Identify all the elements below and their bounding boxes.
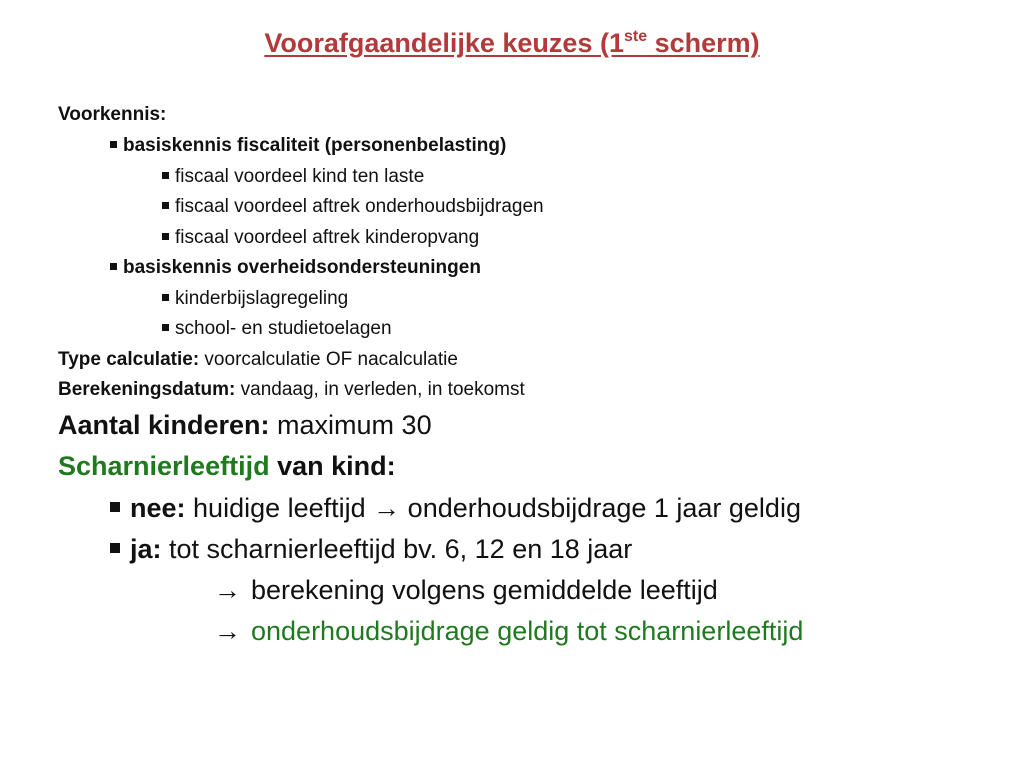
berekeningsdatum-line (58, 379, 525, 401)
title-main: Voorafgaandelijke keuzes (1 (264, 28, 624, 58)
aantal-kinderen-line (58, 410, 432, 441)
scharnier-nee-item (110, 493, 801, 524)
scharnier-label-rest: van kind: (269, 451, 396, 481)
scharnier-ja-item (110, 534, 632, 565)
fiscaliteit-subitem-label: fiscaal voordeel aftrek onderhoudsbijdragen (175, 196, 544, 217)
berekeningsdatum-label: Berekeningsdatum: (58, 379, 236, 400)
title-end: scherm) (647, 28, 760, 58)
fiscaliteit-subitem-label: fiscaal voordeel aftrek kinderopvang (175, 227, 480, 248)
title-superscript: ste (623, 28, 648, 45)
fiscaliteit-subitem-label: fiscaal voordeel kind ten laste (175, 166, 425, 187)
slide-title (0, 28, 1024, 59)
aantal-kinderen-label: Aantal kinderen: (58, 410, 270, 440)
square-bullet-icon (162, 233, 169, 240)
overheid-subitem (162, 318, 392, 340)
fiscaliteit-subitem (162, 166, 424, 188)
square-bullet-icon (162, 324, 169, 331)
berekeningsdatum-value: vandaag, in verleden, in toekomst (235, 379, 525, 400)
nee-label: nee: (130, 493, 186, 523)
overheid-subitem-label: kinderbijslagregeling (175, 288, 349, 309)
arrow-line (214, 616, 803, 647)
square-bullet-icon (162, 202, 169, 209)
nee-text2: onderhoudsbijdrage 1 jaar geldig (400, 493, 801, 523)
fiscaliteit-subitem (162, 227, 479, 249)
type-calculatie-label: Type calculatie: (58, 349, 200, 370)
fiscaliteit-subitem (162, 196, 544, 218)
overheid-subitem (162, 288, 348, 310)
square-bullet-icon (110, 543, 120, 553)
scharnier-label-green: Scharnierleeftijd (58, 451, 270, 481)
right-arrow-icon: → (214, 575, 241, 605)
fiscaliteit-item (110, 135, 506, 157)
type-calculatie-line (58, 349, 458, 371)
overheid-item (110, 257, 481, 279)
square-bullet-icon (162, 172, 169, 179)
voorkennis-heading: Voorkennis: (58, 104, 167, 125)
type-calculatie-value: voorcalculatie OF nacalculatie (199, 349, 458, 370)
nee-text1: huidige leeftijd (185, 493, 374, 523)
ja-text: tot scharnierleeftijd bv. 6, 12 en 18 jaar (161, 534, 633, 564)
arrow-line-text: berekening volgens gemiddelde leeftijd (251, 575, 718, 605)
aantal-kinderen-value: maximum 30 (269, 410, 432, 440)
fiscaliteit-label: basiskennis fiscaliteit (personenbelasting) (123, 135, 507, 156)
scharnier-heading (58, 451, 396, 482)
ja-label: ja: (130, 534, 162, 564)
right-arrow-icon: → (373, 493, 401, 523)
square-bullet-icon (110, 263, 117, 270)
arrow-line (214, 575, 718, 606)
square-bullet-icon (162, 294, 169, 301)
square-bullet-icon (110, 141, 117, 148)
square-bullet-icon (110, 502, 120, 512)
right-arrow-icon: → (214, 616, 241, 646)
overheid-subitem-label: school- en studietoelagen (175, 318, 392, 339)
overheid-label: basiskennis overheidsondersteuningen (123, 257, 481, 278)
arrow-line-text: onderhoudsbijdrage geldig tot scharnierleeftijd (251, 616, 804, 646)
